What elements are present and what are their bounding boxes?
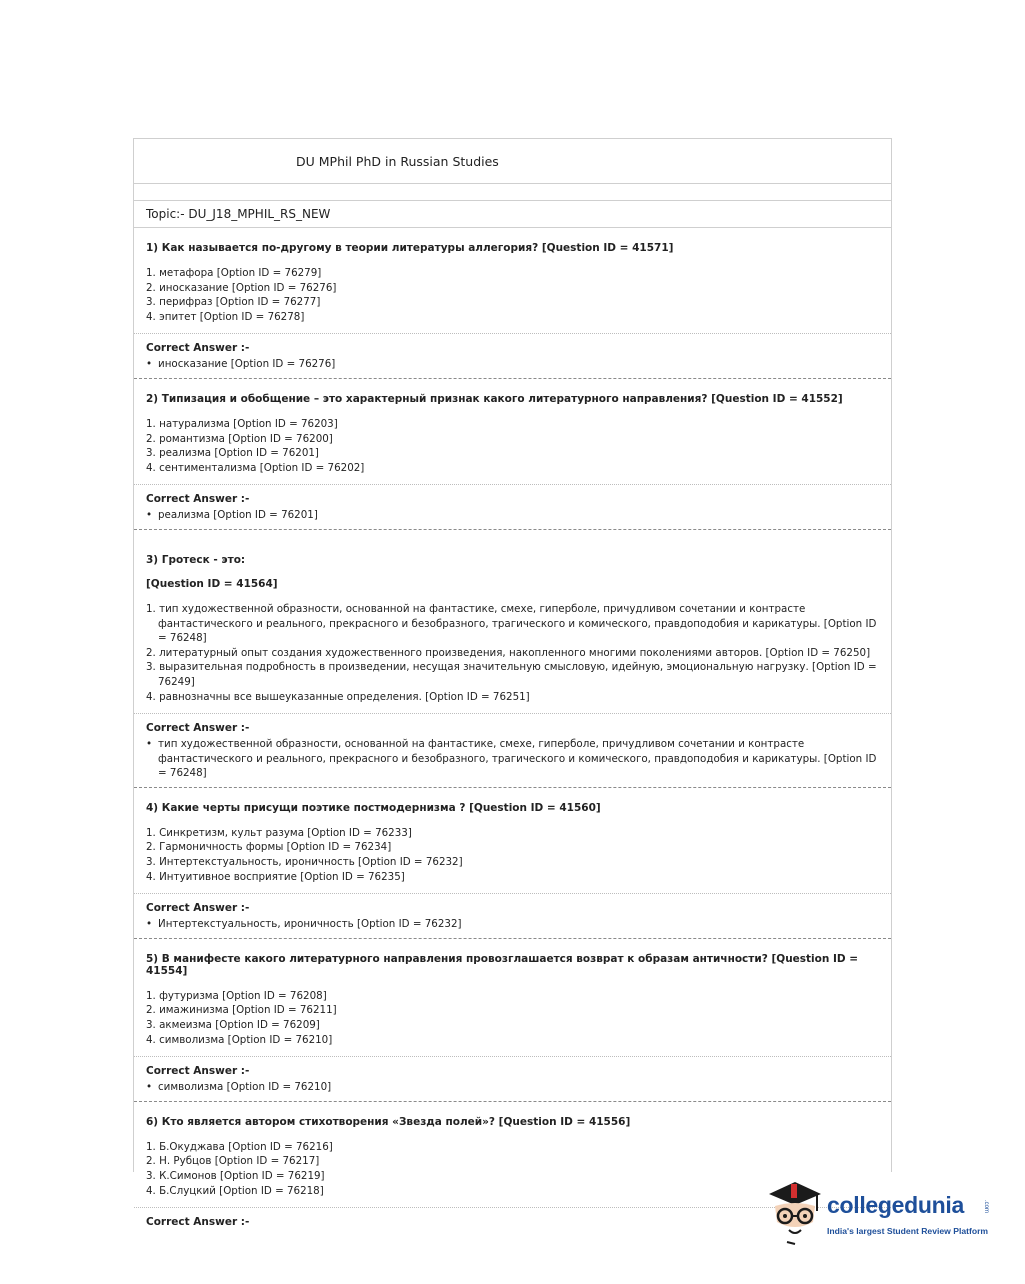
option-item: 1. футуризма [Option ID = 76208]: [146, 989, 327, 1002]
question-text: 2) Типизация и обобщение – это характерный признак какого литературного направления? [Question ID = 41552]: [146, 392, 843, 405]
option-item: 2. романтизма [Option ID = 76200]: [146, 432, 333, 445]
option-list: [146, 602, 879, 704]
correct-answer-value: • реализма [Option ID = 76201]: [146, 508, 879, 523]
question-text: 3) Гротеск - это:: [146, 553, 246, 566]
correct-answer-value: • тип художественной образности, основанной на фантастике, смехе, гиперболе, причудливом сочетании и контрасте фантастического и реального, прекрасного и безобразного, трагического и комического, правдоподобия и карикатуры. [Option ID = 76248]: [146, 737, 879, 781]
option-item: 4. символизма [Option ID = 76210]: [146, 1033, 333, 1046]
correct-answer-label: Correct Answer :-: [146, 1065, 250, 1078]
question-separator: [134, 787, 891, 788]
option-item: 3. Интертекстуальность, ироничность [Option ID = 76232]: [146, 856, 463, 869]
option-item: 1. Б.Окуджава [Option ID = 76216]: [146, 1140, 333, 1153]
logo-wordmark: collegedunia: [827, 1192, 964, 1218]
divider: [134, 1056, 891, 1057]
option-item: 3. К.Симонов [Option ID = 76219]: [146, 1170, 325, 1182]
option-item: 3. акмеизма [Option ID = 76209]: [146, 1019, 320, 1032]
question-block: [134, 554, 891, 788]
option-item: 2. Гармоничность формы [Option ID = 76234]: [146, 841, 392, 854]
option-item: 2. Н. Рубцов [Option ID = 76217]: [146, 1155, 320, 1168]
divider: [134, 713, 891, 714]
divider: [134, 893, 891, 894]
option-list: [146, 989, 879, 1047]
option-list: [146, 417, 879, 475]
mascot-icon: [765, 1178, 825, 1248]
option-item: 4. Интуитивное восприятие [Option ID = 76235]: [146, 870, 405, 883]
correct-answer-label: Correct Answer :-: [146, 342, 250, 355]
option-item: 4. равнозначны все вышеуказанные определения. [Option ID = 76251]: [146, 690, 530, 703]
option-item: 2. литературный опыт создания художественного произведения, накопленного многими поколениями авторов. [Option ID = 76250]: [146, 646, 871, 659]
option-item: 1. Синкретизм, культ разума [Option ID = 76233]: [146, 826, 412, 839]
question-separator: [134, 938, 891, 939]
divider: [134, 484, 891, 485]
correct-answer-value: • Интертекстуальность, ироничность [Option ID = 76232]: [146, 917, 879, 932]
option-item: 2. иносказание [Option ID = 76276]: [146, 281, 337, 294]
title-row: [134, 139, 891, 184]
option-item: 3. реализма [Option ID = 76201]: [146, 447, 319, 460]
question-text: 1) Как называется по-другому в теории литературы аллегория? [Question ID = 41571]: [146, 242, 674, 254]
correct-answer-label: Correct Answer :-: [146, 493, 250, 506]
option-item: 3. выразительная подробность в произведении, несущая значительную смысловую, идейную, эмоциональную нагрузку. [Option ID = 76249]: [146, 661, 877, 688]
question-separator: [134, 378, 891, 379]
logo-suffix: .com: [983, 1200, 989, 1214]
logo-tagline: India's largest Student Review Platform: [827, 1226, 989, 1236]
question-text: 4) Какие черты присущи поэтике постмодернизма ? [Question ID = 41560]: [146, 801, 601, 814]
correct-answer-label: Correct Answer :-: [146, 1216, 250, 1229]
option-item: 4. Б.Слуцкий [Option ID = 76218]: [146, 1184, 324, 1197]
option-item: 3. перифраз [Option ID = 76277]: [146, 296, 321, 309]
exam-sheet: [133, 138, 892, 1229]
option-list: [146, 266, 879, 324]
option-item: 4. сентиментализма [Option ID = 76202]: [146, 461, 365, 474]
question-block: [134, 953, 891, 1102]
question-separator: [134, 1101, 891, 1102]
option-list: [146, 826, 879, 884]
question-block: [134, 393, 891, 530]
divider: [134, 333, 891, 334]
option-item: 1. тип художественной образности, основанной на фантастике, смехе, гиперболе, причудливом сочетании и контрасте фантастического и реального, прекрасного и безобразного, трагического и комического, правдоподобия и карикатуры. [Option ID = 76248]: [146, 602, 877, 645]
topic-label: Topic:- DU_J18_MPHIL_RS_NEW: [134, 201, 891, 228]
question-id: [Question ID = 41564]: [146, 577, 278, 590]
option-item: 2. имажинизма [Option ID = 76211]: [146, 1004, 337, 1017]
option-item: 1. натурализма [Option ID = 76203]: [146, 417, 338, 430]
correct-answer-value: • иносказание [Option ID = 76276]: [146, 357, 879, 372]
question-block: [134, 242, 891, 379]
collegedunia-logo: [765, 1178, 995, 1250]
spacer-row: [134, 184, 891, 201]
correct-answer-label: Correct Answer :-: [146, 902, 250, 915]
correct-answer-value: • символизма [Option ID = 76210]: [146, 1080, 879, 1095]
option-item: 1. метафора [Option ID = 76279]: [146, 267, 322, 279]
question-block: [134, 802, 891, 939]
question-text: 5) В манифесте какого литературного направления провозглашается возврат к образам античности? [Question ID = 41554]: [146, 952, 859, 977]
option-item: 4. эпитет [Option ID = 76278]: [146, 310, 305, 323]
question-text: 6) Кто является автором стихотворения «Звезда полей»? [Question ID = 41556]: [146, 1115, 631, 1128]
question-separator: [134, 529, 891, 530]
correct-answer-label: Correct Answer :-: [146, 722, 250, 735]
page-title: DU MPhil PhD in Russian Studies: [296, 154, 499, 169]
